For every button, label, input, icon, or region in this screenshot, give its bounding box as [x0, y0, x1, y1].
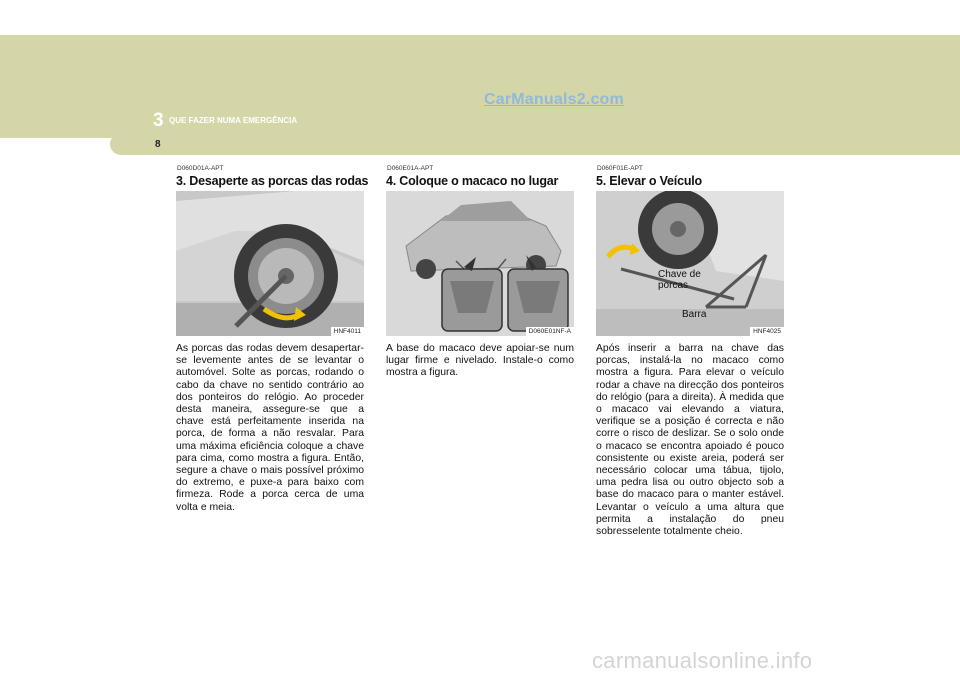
section-code: D060E01A-APT [387, 165, 434, 172]
chapter-title: QUE FAZER NUMA EMERGÊNCIA [169, 116, 298, 125]
figure-raise-vehicle [596, 191, 784, 336]
section-code: D060F01E-APT [597, 165, 643, 172]
car-jack-points-illustration [386, 191, 574, 336]
figure-code: D060E01NF-A [526, 327, 574, 336]
figure-code: HNF4025 [750, 327, 784, 336]
section-loosen-nuts [176, 165, 369, 514]
watermark-bottom: carmanualsonline.info [592, 648, 813, 673]
figure-code: HNF4011 [331, 327, 364, 336]
callout-wrench-line2: porcas [658, 280, 689, 291]
section-text: As porcas das rodas devem desapertar-se levemente antes de se levantar o automóvel. Solte as porcas, rodando o cabo da chave no sentido contrário ao dos ponteiros do relógio. Ao proceder desta maneira, assegure-se que a chave está perfeitamente inserida na porca, de forma a não resvalar. Para uma máxima eficiência coloque a chave para cima, como mostra a figura. Então, segure a chave o mais possível próximo do extremo, e puxe-a para baixo com firmeza. Rode a porca cerca de uma volta e meia. [176, 343, 364, 513]
callout-wrench-line1: Chave de [658, 269, 701, 280]
callout-bar: Barra [682, 309, 707, 320]
figure-loosen-nuts [176, 191, 364, 336]
section-heading: 5. Elevar o Veículo [596, 174, 702, 188]
section-raise-vehicle [596, 165, 784, 538]
wheel-wrench-illustration [176, 191, 364, 336]
section-position-jack [386, 165, 574, 380]
section-heading: 3. Desaperte as porcas das rodas [176, 174, 369, 188]
section-text: Após inserir a barra na chave das porcas, instalá-la no macaco como mostra a figura. Para elevar o veículo rodar a chave na direcção dos ponteiros do relógio (para a direita). À medida que o macaco vai elevando a viatura, verifique se a posição é correcta e não corre o risco de deslizar. Se o solo onde o macaco se encontra apoiado é pouco consistente ou existe areia, poderá ser necessário colocar uma tábua, tijolo, uma pedra lisa ou outro objecto sob a base do macaco para o manter estável. Levantar o veículo a uma altura que permita a instalação do pneu sobresselente totalmente cheio. [596, 343, 784, 538]
page-number-tab [110, 133, 960, 155]
section-heading: 4. Coloque o macaco no lugar [386, 174, 559, 188]
header-band [0, 35, 960, 138]
callout-wrench [658, 269, 701, 291]
page-number: 8 [155, 139, 161, 150]
section-text: A base do macaco deve apoiar-se num lugar firme e nivelado. Instale-o como mostra a figura. [386, 343, 574, 379]
watermark-top-link[interactable]: CarManuals2.com [484, 91, 624, 108]
section-code: D060D01A-APT [177, 165, 224, 172]
figure-jack-position [386, 191, 574, 336]
chapter-number: 3 [153, 110, 164, 131]
